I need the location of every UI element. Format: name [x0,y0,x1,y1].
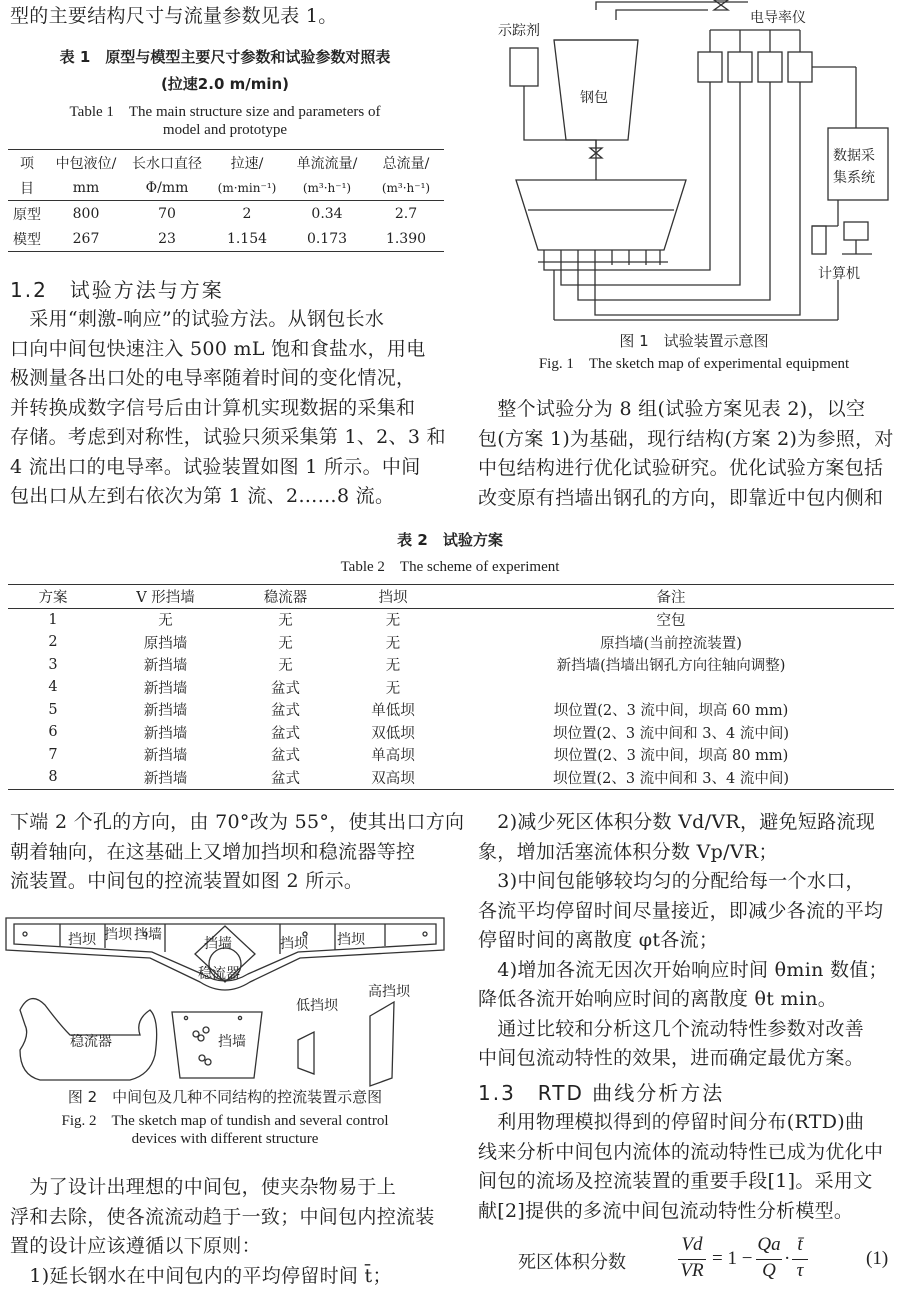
table1-header-cell: 拉速/ [208,150,286,176]
figure2-diagram [0,910,450,1090]
text-line: 并转换成数字信号后由计算机实现数据的采集和 [10,394,446,424]
table2-cell: 坝位置(2、3 流中间和 3、4 流中间) [448,721,894,744]
figure1-caption-cn: 图 1 试验装置示意图 [488,330,900,351]
table2-cell: 新挡墙 [98,744,233,767]
table1-header-cell: 总流量/ [368,150,444,176]
fig1-label-ladle: 钢包 [580,90,608,106]
table1-cell: 800 [46,201,126,227]
fig2-label-dam: 挡坝 [68,931,97,948]
high-dam-shape [370,1002,394,1086]
equation-1 [478,1232,898,1288]
eq-frac-den: VR [678,1260,706,1282]
table2-cell: 双低坝 [338,721,448,744]
table2-row [8,676,894,699]
table2-cell: 坝位置(2、3 流中间，坝高 60 mm) [448,699,894,722]
table2-header-cell: 挡坝 [338,585,448,609]
table1-title-en-1: Table 1 The main structure size and parameters of [10,100,440,121]
table2-header-cell: 稳流器 [233,585,338,609]
fig1-label-daq-1: 数据采 [833,147,875,164]
table2-cell: 新挡墙 [98,721,233,744]
table2-cell: 无 [338,631,448,654]
eq-frac-num: Vd [678,1234,706,1256]
fig1-label-tracer: 示踪剂 [498,23,540,39]
text-line: 2)减少死区体积分数 Vd/VR，避免短路流现 [478,808,888,838]
left-paragraph-1 [10,305,446,512]
table1-cell: 267 [46,226,126,252]
table2-cell: 8 [8,766,98,789]
table2-row [8,699,894,722]
table1-header-cell: 目 [8,175,46,201]
eq-dot: · [784,1248,790,1270]
text-line: 中间包流动特性的效果，进而确定最优方案。 [478,1044,888,1074]
table1-cell: 2 [208,201,286,227]
table1-cell: 70 [126,201,208,227]
fig2-label-low-dam: 低挡坝 [296,997,339,1014]
text-line: 流装置。中间包的控流装置如图 2 所示。 [10,867,464,897]
table1-header-cell: 中包液位/ [46,150,126,176]
text-line: 为了设计出理想的中间包，使夹杂物易于上 [10,1173,435,1203]
table2 [8,584,894,790]
text-line: 置的设计应该遵循以下原则： [10,1232,435,1262]
text-line: 4)增加各流无因次开始响应时间 θmin 数值； [478,956,888,986]
fig2-label-dam: 挡坝 [337,931,366,948]
daq-box [828,128,888,200]
table2-cell: 4 [8,676,98,699]
table2-cell: 无 [338,608,448,631]
table1-header-cell: mm [46,175,126,201]
figure2-caption-cn: 图 2 中间包及几种不同结构的控流装置示意图 [0,1086,450,1107]
text-line: 停留时间的离散度 φt各流； [478,926,888,956]
table2-cell: 原挡墙(当前控流装置) [448,631,894,654]
table1-cell: 23 [126,226,208,252]
table2-cell: 盆式 [233,766,338,789]
table2-cell: 2 [8,631,98,654]
table1-title-cn: 表 1 原型与模型主要尺寸参数和试验参数对照表 [10,46,440,67]
table2-cell: 新挡墙 [98,699,233,722]
text-line: 中包结构进行优化试验研究。优化试验方案包括 [478,454,894,484]
table1-row [8,226,444,252]
figure1-caption-en: Fig. 1 The sketch map of experimental equipment [488,352,900,373]
table2-header-row [8,585,894,609]
tracer-box [510,48,538,86]
table2-cell [448,676,894,699]
text-line: 采用“刺激-响应”的试验方法。从钢包长水 [10,305,446,335]
table1-header-cell: 单流流量/ [286,150,368,176]
text-line: 口向中间包快速注入 500 mL 饱和食盐水，用电 [10,335,446,365]
table2-title-en: Table 2 The scheme of experiment [0,555,900,576]
table2-cell: 1 [8,608,98,631]
fig2-label-dam: 挡坝 [280,935,309,952]
section-heading-1-2: 1.2 试验方法与方案 [10,274,224,303]
eq-frac1-den: Q [756,1260,782,1282]
text-line: 下端 2 个孔的方向，由 70°改为 55°，使其出口方向 [10,808,464,838]
table2-cell: 原挡墙 [98,631,233,654]
table2-row [8,654,894,677]
table2-row [8,608,894,631]
table2-cell: 新挡墙 [98,676,233,699]
computer-monitor [844,222,868,240]
intro-line: 型的主要结构尺寸与流量参数见表 1。 [10,2,338,32]
table1-cell: 1.390 [368,226,444,252]
table2-header-cell: 方案 [8,585,98,609]
table1-header-cell: 项 [8,150,46,176]
text-line: 改变原有挡墙出钢孔的方向，即靠近中包内侧和 [478,484,894,514]
table2-cell: 新挡墙(挡墙出钢孔方向往轴向调整) [448,654,894,677]
table2-row [8,766,894,789]
table2-row [8,744,894,767]
eq-frac2-num: t̄ [792,1234,808,1256]
table1-title-en-2: model and prototype [10,122,440,139]
right-paragraph-1 [478,395,894,513]
fig1-label-conductivity-meter: 电导率仪 [750,9,806,26]
table1-header-row-2 [8,175,444,201]
table2-cell: 无 [338,676,448,699]
right-paragraph-2 [478,808,888,1074]
text-line: 存储。考虑到对称性，试验只须采集第 1、2、3 和 [10,423,446,453]
fig1-label-computer: 计算机 [818,265,860,282]
table1-cell: 0.173 [286,226,368,252]
table2-cell: 无 [98,608,233,631]
fig2-label-stabilizer: 稳流器 [70,1033,112,1050]
table2-row [8,721,894,744]
text-line: 通过比较和分析这几个流动特性参数对改善 [478,1015,888,1045]
meter-box [728,52,752,82]
left-paragraph-3 [10,1173,435,1291]
fig2-label-wall: 挡墙 [134,926,162,943]
table2-cell: 7 [8,744,98,767]
table2-cell: 坝位置(2、3 流中间，坝高 80 mm) [448,744,894,767]
table1-header-cell: (m³·h⁻¹) [368,175,444,201]
table1-header-cell: (m³·h⁻¹) [286,175,368,201]
equation-number: (1) [866,1248,888,1270]
table2-cell: 3 [8,654,98,677]
text-line: 献[2]提供的多流中间包流动特性分析模型。 [478,1197,883,1227]
table2-cell: 盆式 [233,699,338,722]
eq-rhs: = 1 − [712,1248,752,1270]
eq-frac1-num: Qa [756,1234,782,1256]
text-line: 降低各流开始响应时间的离散度 θt min。 [478,985,888,1015]
text-line: 3)中间包能够较均匀的分配给每一个水口， [478,867,888,897]
text-line: 包出口从左到右依次为第 1 流、2……8 流。 [10,482,446,512]
fig2-label-high-dam: 高挡坝 [368,983,411,1000]
meter-box [698,52,722,82]
figure1-diagram [488,0,900,330]
figure2-caption-en-2: devices with different structure [0,1131,450,1148]
table2-header-cell: V 形挡墙 [98,585,233,609]
text-line: 浮和去除，使各流流动趋于一致；中间包内控流装 [10,1203,435,1233]
table2-cell: 5 [8,699,98,722]
eq-frac2-den: τ [792,1260,808,1282]
table1-cell: 1.154 [208,226,286,252]
table2-cell: 无 [233,608,338,631]
wall-shape [172,1012,262,1078]
table2-cell: 6 [8,721,98,744]
table2-cell: 双高坝 [338,766,448,789]
table2-cell: 单低坝 [338,699,448,722]
equation-label: 死区体积分数 [518,1248,626,1274]
section-heading-1-3: 1.3 RTD 曲线分析方法 [478,1077,724,1106]
fig2-label-stabilizer-center: 稳流器 [198,965,240,982]
text-line: 朝着轴向，在这基础上又增加挡坝和稳流器等控 [10,838,464,868]
figure2-caption-en-1: Fig. 2 The sketch map of tundish and several control [0,1109,450,1130]
table2-cell: 空包 [448,608,894,631]
text-line: 包(方案 1)为基础，现行结构(方案 2)为参照，对 [478,425,894,455]
text-line: 利用物理模拟得到的停留时间分布(RTD)曲 [478,1108,883,1138]
text-line: 间包的流场及控流装置的重要手段[1]。采用文 [478,1167,883,1197]
text-line: 4 流出口的电导率。试验装置如图 1 所示。中间 [10,453,446,483]
table2-header-cell: 备注 [448,585,894,609]
fig2-label-wall-device: 挡墙 [218,1033,246,1050]
text-line: 极测量各出口处的电导率随着时间的变化情况， [10,364,446,394]
table1-cell: 2.7 [368,201,444,227]
fig2-label-dam: 挡坝 [104,926,133,943]
table2-cell: 无 [233,631,338,654]
table2-cell: 单高坝 [338,744,448,767]
fig1-label-daq-2: 集系统 [833,169,875,186]
table1 [8,149,444,252]
text-line: 整个试验分为 8 组(试验方案见表 2)，以空 [478,395,894,425]
table1-cell: 原型 [8,201,46,227]
computer-case [812,226,826,254]
meter-box [788,52,812,82]
table2-cell: 盆式 [233,676,338,699]
table2-cell: 盆式 [233,721,338,744]
table2-cell: 新挡墙 [98,654,233,677]
table1-header-row-1 [8,150,444,176]
table1-cell: 模型 [8,226,46,252]
table1-subtitle-cn: (拉速2.0 m/min) [10,73,440,94]
text-line: 线来分析中间包内流体的流动特性已成为优化中 [478,1138,883,1168]
text-line: 各流平均停留时间尽量接近，即减少各流的平均 [478,897,888,927]
table2-cell: 无 [338,654,448,677]
table2-cell: 坝位置(2、3 流中间和 3、4 流中间) [448,766,894,789]
text-line: 1)延长钢水在中间包内的平均停留时间 t̄； [10,1262,435,1291]
low-dam-shape [298,1032,314,1074]
table2-cell: 盆式 [233,744,338,767]
table1-header-cell: (m·min⁻¹) [208,175,286,201]
table1-row [8,201,444,227]
tundish-shape [516,180,686,250]
right-paragraph-3 [478,1108,883,1226]
text-line: 象，增加活塞流体积分数 Vp/VR； [478,838,888,868]
left-paragraph-2 [10,808,464,897]
meter-box [758,52,782,82]
fig2-label-wall-center: 挡墙 [204,935,232,952]
table1-cell: 0.34 [286,201,368,227]
table2-row [8,631,894,654]
table2-cell: 新挡墙 [98,766,233,789]
table2-title-cn: 表 2 试验方案 [0,529,900,550]
table1-header-cell: 长水口直径 [126,150,208,176]
table1-header-cell: Φ/mm [126,175,208,201]
table2-cell: 无 [233,654,338,677]
